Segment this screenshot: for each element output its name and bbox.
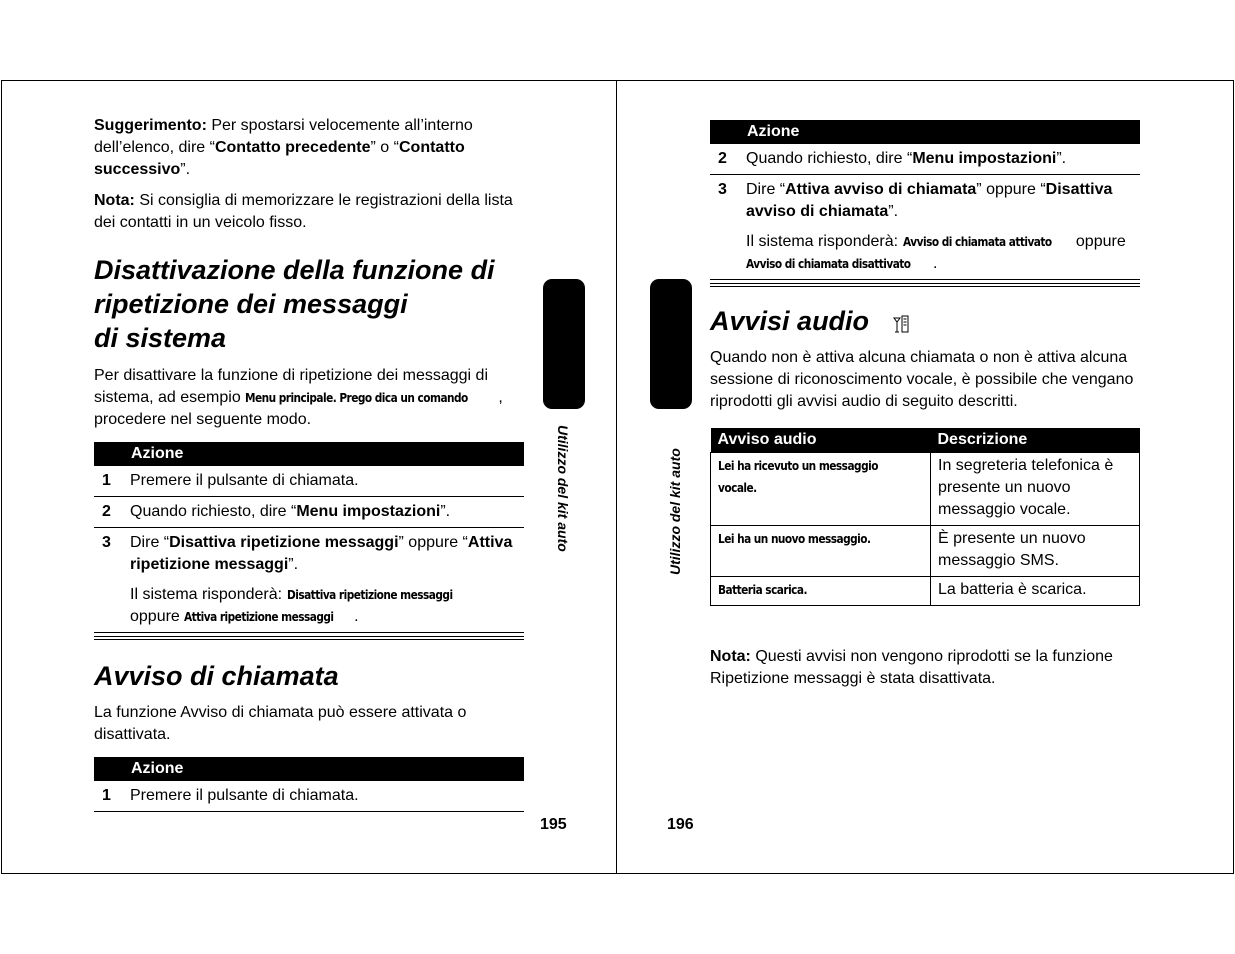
step-part: Dire “ (130, 534, 170, 551)
step-num: 1 (94, 466, 130, 497)
alert-audio (711, 526, 931, 577)
tip-command-2: Contatto successivo (94, 139, 465, 178)
alert-row (711, 577, 1140, 606)
step-part: ”. (440, 503, 451, 520)
alert-desc: In segreteria telefonica è presente un nuovo messaggio vocale. (931, 453, 1140, 526)
note-label: Nota: (710, 648, 751, 665)
table-header (94, 757, 524, 781)
resp-part: oppure (1071, 233, 1126, 250)
step-text (130, 497, 524, 528)
note-text: Si consiglia di memorizzare le registrazioni della lista dei contatti in un veicolo fisso. (94, 192, 513, 231)
step-part: ”. (888, 203, 899, 220)
step-text (746, 144, 1140, 175)
alert-audio-text: Lei ha un nuovo messaggio. (718, 532, 871, 546)
table-header (94, 442, 524, 466)
alert-row (711, 453, 1140, 526)
table-row (710, 175, 1140, 280)
system-prompt: Disattiva ripetizione messaggi (286, 588, 453, 602)
system-prompt: Attiva ripetizione messaggi (184, 610, 334, 624)
section-title-audio (710, 304, 1140, 338)
side-label-right: Utilizzo del kit auto (667, 448, 683, 575)
right-page (710, 120, 1140, 690)
col-desc: Descrizione (931, 428, 1140, 453)
step-part: ”. (288, 556, 299, 573)
left-page (94, 115, 524, 812)
resp-part: . (354, 608, 359, 625)
table-end-rule (710, 283, 1140, 287)
table-end-rule (94, 636, 524, 640)
system-prompt: Menu principale. Prego dica un comando (245, 391, 468, 405)
alert-row (711, 526, 1140, 577)
note-text: Questi avvisi non vengono riprodotti se la funzione Ripetizione messaggi è stata disattivata. (710, 648, 1113, 687)
system-prompt: Avviso di chiamata attivato (902, 235, 1052, 249)
section-title-avviso: Avviso di chiamata (94, 661, 339, 691)
step-part: Quando richiesto, dire “ (746, 150, 913, 167)
avviso-intro: La funzione Avviso di chiamata può essere attivata o disattivata. (94, 704, 467, 743)
step-num: 2 (94, 497, 130, 528)
action-table-1 (94, 442, 524, 633)
step-command: Menu impostazioni (296, 503, 441, 520)
header-label: Azione (747, 123, 800, 140)
resp-part: Il sistema risponderà: (746, 233, 903, 250)
title-line: ripetizione dei messaggi (94, 289, 408, 319)
table-row (710, 144, 1140, 175)
system-response (130, 584, 524, 628)
step-num: 3 (710, 175, 746, 280)
alert-audio-text: Lei ha ricevuto un messaggio vocale. (718, 459, 878, 495)
section-title-disattivazione (94, 253, 524, 355)
step-text: Premere il pulsante di chiamata. (130, 781, 524, 812)
header-num (94, 757, 130, 781)
resp-part: Il sistema risponderà: (130, 586, 287, 603)
alert-audio (711, 577, 931, 606)
step-text (746, 175, 1140, 280)
resp-part: oppure (130, 608, 185, 625)
note-paragraph (94, 190, 524, 234)
system-prompt: Avviso di chiamata disattivato (746, 257, 911, 271)
chapter-tab-right (650, 279, 692, 409)
step-text (130, 528, 524, 633)
step-command: Attiva ripetizione messaggi (130, 534, 513, 573)
alerts-header (711, 428, 1140, 453)
system-response (746, 231, 1140, 275)
page-number-right: 196 (667, 816, 694, 833)
step-command: Disattiva ripetizione messaggi (169, 534, 399, 551)
step-num: 2 (710, 144, 746, 175)
title-line: di sistema (94, 323, 227, 353)
header-num (94, 442, 130, 466)
intro-text: , procedere nel seguente modo. (94, 389, 503, 428)
disatt-intro (94, 365, 524, 431)
side-label-left: Utilizzo del kit auto (555, 425, 571, 552)
alert-audio-text: Batteria scarica. (718, 583, 807, 597)
step-part: ”. (1056, 150, 1067, 167)
table-row (94, 781, 524, 812)
tip-command-1: Contatto precedente (214, 139, 371, 156)
tip-text: ” o “ (370, 139, 399, 156)
resp-part: . (932, 255, 938, 272)
step-num: 3 (94, 528, 130, 633)
step-part: Dire “ (746, 181, 786, 198)
header-label: Azione (131, 445, 184, 462)
audio-intro: Quando non è attiva alcuna chiamata o non è attiva alcuna sessione di riconoscimento vocale, è possibile che vengano riprodotti gli avvisi audio di seguito descritti. (710, 349, 1134, 410)
step-command: Disattiva avviso di chiamata (746, 181, 1113, 220)
header-label: Azione (131, 760, 184, 777)
tip-label: Suggerimento: (94, 117, 207, 134)
note-label: Nota: (94, 192, 135, 209)
page-number-left: 195 (540, 816, 567, 833)
chapter-tab-left (543, 279, 585, 409)
alert-desc: È presente un nuovo messaggio SMS. (931, 526, 1140, 577)
step-part: ” oppure “ (976, 181, 1046, 198)
col-audio: Avviso audio (711, 428, 931, 453)
step-part: Quando richiesto, dire “ (130, 503, 297, 520)
action-table-3 (710, 120, 1140, 280)
note-paragraph-right (710, 646, 1140, 690)
table-row (94, 466, 524, 497)
tip-paragraph (94, 115, 524, 181)
step-text: Premere il pulsante di chiamata. (130, 466, 524, 497)
title-line: Disattivazione della funzione di (94, 255, 495, 285)
intro-text: Per disattivare la funzione di ripetizione dei messaggi di sistema, ad esempio (94, 367, 488, 406)
header-num (710, 120, 746, 144)
tip-text: ”. (180, 161, 191, 178)
alert-audio (711, 453, 931, 526)
tip-text: Per spostarsi velocemente all’interno dell’elenco, dire “ (94, 117, 473, 156)
table-row (94, 497, 524, 528)
alert-desc: La batteria è scarica. (931, 577, 1140, 606)
action-table-2 (94, 757, 524, 812)
step-command: Attiva avviso di chiamata (785, 181, 977, 198)
table-row (94, 528, 524, 633)
step-part: ” oppure “ (398, 534, 468, 551)
alerts-table (710, 428, 1140, 606)
title-text: Avvisi audio (710, 306, 870, 336)
phone-signal-icon (891, 312, 911, 334)
step-num: 1 (94, 781, 130, 812)
page-divider (616, 80, 617, 874)
table-header (710, 120, 1140, 144)
step-command: Menu impostazioni (912, 150, 1057, 167)
